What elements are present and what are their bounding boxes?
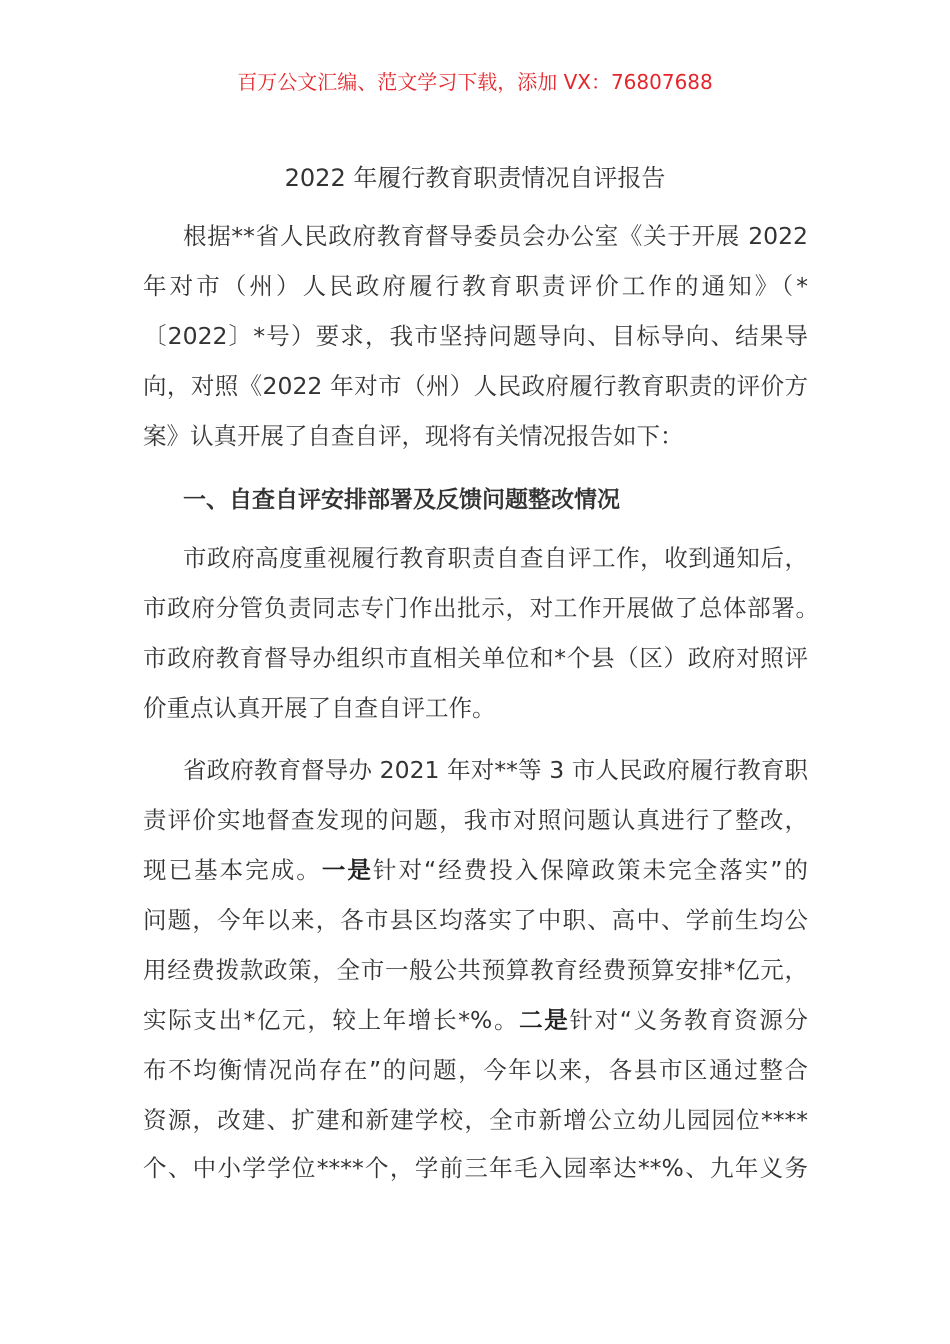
section-heading: 一、自查自评安排部署及反馈问题整改情况 <box>183 487 620 513</box>
text-line: 市政府教育督导办组织市直相关单位和*个县（区）政府对照评 <box>143 644 808 672</box>
text-line: 向，对照《2022 年对市（州）人民政府履行教育职责的评价方 <box>143 372 808 400</box>
text-segment: 现已基本完成。 <box>143 856 322 884</box>
text-segment: 针对“经费投入保障政策未完全落实”的 <box>372 856 809 884</box>
bold-marker: 一是 <box>321 856 373 884</box>
text-line: 问题，今年以来，各市县区均落实了中职、高中、学前生均公 <box>143 906 808 934</box>
watermark-header: 百万公文汇编、范文学习下载，添加 VX：76807688 <box>237 70 713 94</box>
text-line: 市政府分管负责同志专门作出批示，对工作开展做了总体部署。 <box>143 594 819 622</box>
text-line: 责评价实地督查发现的问题，我市对照问题认真进行了整改， <box>143 806 808 834</box>
text-line: 资源，改建、扩建和新建学校，全市新增公立幼儿园园位**** <box>143 1106 808 1134</box>
text-line: 用经费拨款政策，全市一般公共预算教育经费预算安排*亿元， <box>143 956 808 984</box>
text-line: 市政府高度重视履行教育职责自查自评工作，收到通知后， <box>183 544 808 572</box>
text-line: 年对市（州）人民政府履行教育职责评价工作的通知》（* <box>143 272 808 300</box>
text-segment: 针对“义务教育资源分 <box>569 1006 808 1034</box>
text-line <box>143 1004 808 1036</box>
text-line: 布不均衡情况尚存在”的问题，今年以来，各县市区通过整合 <box>143 1056 808 1084</box>
text-line: 个、中小学学位****个，学前三年毛入园率达**%、九年义务 <box>143 1154 808 1182</box>
text-line <box>143 854 808 886</box>
text-line: 价重点认真开展了自查自评工作。 <box>143 694 496 722</box>
text-segment: 实际支出*亿元，较上年增长*%。 <box>143 1006 520 1034</box>
text-line: 〔2022〕*号）要求，我市坚持问题导向、目标导向、结果导 <box>143 322 808 350</box>
bold-marker: 二是 <box>519 1006 570 1034</box>
text-line: 案》认真开展了自查自评，现将有关情况报告如下： <box>143 422 684 450</box>
document-title: 2022 年履行教育职责情况自评报告 <box>284 164 666 192</box>
text-line: 省政府教育督导办 2021 年对**等 3 市人民政府履行教育职 <box>183 756 808 784</box>
text-line: 根据**省人民政府教育督导委员会办公室《关于开展 2022 <box>183 222 808 250</box>
